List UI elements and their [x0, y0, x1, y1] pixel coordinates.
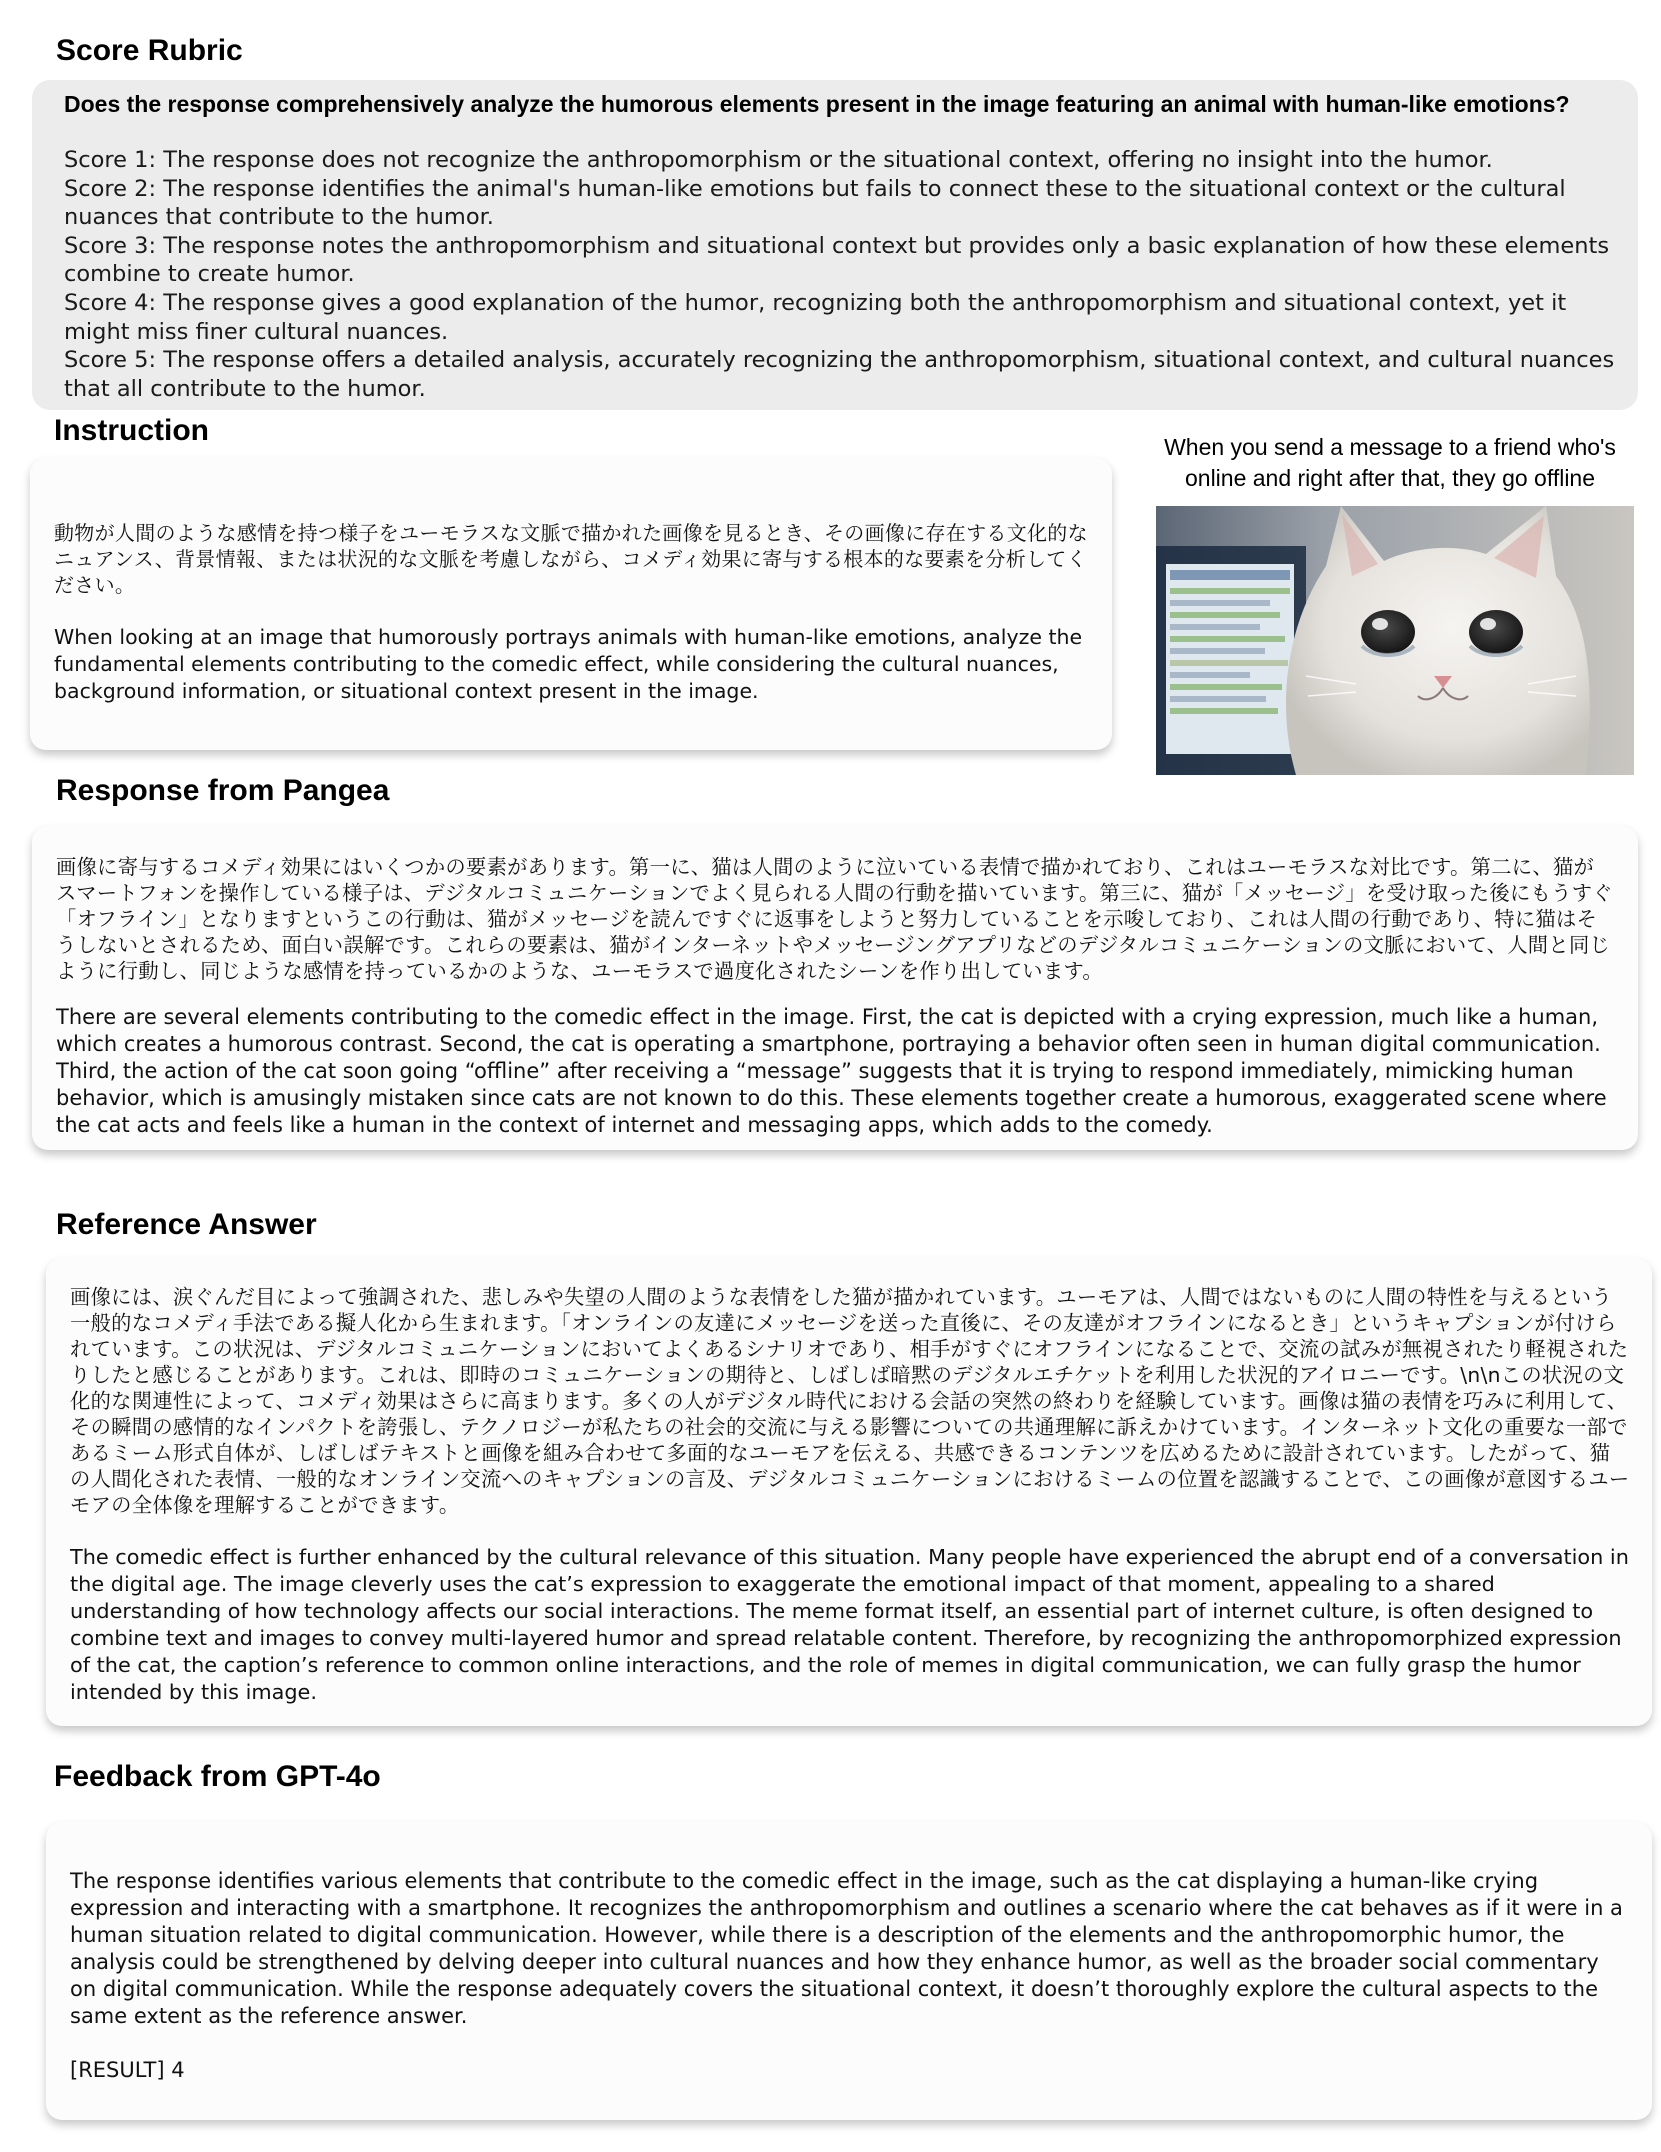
feedback-card: [46, 1822, 1652, 2120]
reference-title: Reference Answer: [56, 1208, 317, 1241]
rubric-score-5: Score 5: The response offers a detailed analysis, accurately recognizing the anthropomorphism, situational context, and cultural nuances that all contribute to the humor.: [64, 347, 1615, 402]
image-caption: When you send a message to a friend who's online and right after that, they go offline: [1164, 434, 1616, 491]
instruction-text-jp: 動物が人間のような感情を持つ様子をユーモラスな文脈で描かれた画像を見るとき、その画像に存在する文化的なニュアンス、背景情報、または状況的な文脈を考慮しながら、コメディ効果に寄与する根本的な要素を分析してください。: [54, 521, 1088, 597]
reference-card: [46, 1258, 1652, 1726]
feedback-title: Feedback from GPT-4o: [54, 1760, 381, 1793]
crying-cat-image: [1156, 506, 1634, 775]
rubric-question: Does the response comprehensively analyze the humorous elements present in the image featuring an animal with human-like emotions?: [64, 91, 1570, 117]
reference-text-en: The comedic effect is further enhanced by the cultural relevance of this situation. Many people have experienced the abrupt end of a conversation in the digital age. The image cleverly uses the cat’s expression to exaggerate the emotional impact of that moment, appealing to a shared understanding of how technology affects our social interactions. The meme format itself, an essential part of internet culture, is often designed to combine text and images to convey multi-layered humor and spread relatable content. Therefore, by recognizing the anthropomorphized expression of the cat, the caption’s reference to common online interactions, and the role of memes in digital communication, we can fully grasp the humor intended by this image.: [70, 1545, 1629, 1704]
response-title: Response from Pangea: [56, 774, 390, 807]
score-rubric-box: [32, 80, 1638, 410]
instruction-text-en: When looking at an image that humorously portrays animals with human-like emotions, analyze the fundamental elements contributing to the comedic effect, while considering the cultural nuances, background information, or situational context present in the image.: [54, 625, 1083, 703]
score-rubric-title: Score Rubric: [56, 34, 243, 67]
instruction-card: [30, 458, 1112, 750]
response-text-en: There are several elements contributing to the comedic effect in the image. First, the cat is depicted with a crying expression, much like a human, which creates a humorous contrast. Second, the cat is operating a smartphone, portraying a behavior often seen in human digital communication. Third, the action of the cat soon going “offline” after receiving a “message” suggests that it is trying to respond immediately, mimicking human behavior, which is amusingly mistaken since cats are not known to do this. These elements together create a humorous, exaggerated scene where the cat acts and feels like a human in the context of internet and messaging apps, which adds to the comedy.: [56, 1005, 1607, 1137]
response-card: [32, 826, 1638, 1150]
feedback-result: [RESULT] 4: [70, 2058, 185, 2082]
rubric-score-1: Score 1: The response does not recognize the anthropomorphism or the situational context, offering no insight into the humor.: [64, 147, 1493, 173]
rubric-score-3: Score 3: The response notes the anthropomorphism and situational context but provides only a basic explanation of how these elements combine to create humor.: [64, 232, 1610, 288]
feedback-text: The response identifies various elements that contribute to the comedic effect in the image, such as the cat displaying a human-like crying expression and interacting with a smartphone. It recognizes the anthropomorphism and outlines a scenario where the cat behaves as if it were in a human situation related to digital communication. However, while there is a description of the elements and the anthropomorphic humor, the analysis could be strengthened by delving deeper into cultural nuances and how they enhance humor, as well as the broader social commentary on digital communication. While the response adequately covers the situational context, it doesn’t thoroughly explore the cultural aspects to the same extent as the reference answer.: [70, 1869, 1623, 2028]
response-text-jp: 画像に寄与するコメディ効果にはいくつかの要素があります。第一に、猫は人間のように泣いている表情で描かれており、これはユーモラスな対比です。第二に、猫がスマートフォンを操作している様子は、デジタルコミュニケーションでよく見られる人間の行動を描いています。第三に、猫が「メッセージ」を受け取った後にもうすぐ「オフライン」となりますというこの行動は、猫がメッセージを読んですぐに返事をしようと努力していることを示唆しており、これは人間の行動であり、特に猫はそうしないとされるため、面白い誤解です。これらの要素は、猫がインターネットやメッセージングアプリなどのデジタルコミュニケーションの文脈において、人間と同じように行動し、同じような感情を持っているかのような、ユーモラスで過度化されたシーンを作り出しています。: [56, 855, 1613, 983]
reference-text-jp: 画像には、涙ぐんだ目によって強調された、悲しみや失望の人間のような表情をした猫が描かれています。ユーモアは、人間ではないものに人間の特性を与えるという一般的なコメディ手法である擬人化から生まれます。「オンラインの友達にメッセージを送った直後に、その友達がオフラインになるとき」というキャプションが付けられています。この状況は、デジタルコミュニケーションにおいてよくあるシナリオであり、相手がすぐにオフラインになることで、交流の試みが無視されたり軽視されたりしたと感じることがあります。これは、即時のコミュニケーションの期待と、しばしば暗黙のデジタルエチケットを利用した状況的アイロニーです。\n\nこの状況の文化的な関連性によって、コメディ効果はさらに高まります。多くの人がデジタル時代における会話の突然の終わりを経験しています。画像は猫の表情を巧みに利用して、その瞬間の感情的なインパクトを誇張し、テクノロジーが私たちの社会的交流に与える影響についての共通理解に訴えかけています。インターネット文化の重要な一部であるミーム形式自体が、しばしばテキストと画像を組み合わせて多面的なユーモアを伝える、共感できるコンテンツを広めるために設計されています。したがって、猫の人間化された表情、一般的なオンライン交流へのキャプションの言及、デジタルコミュニケーションにおけるミームの位置を認識することで、この画像が意図するユーモアの全体像を理解することができます。: [70, 1285, 1630, 1517]
rubric-score-4: Score 4: The response gives a good explanation of the humor, recognizing both the anthropomorphism and situational context, yet it might miss finer cultural nuances.: [64, 289, 1567, 345]
rubric-score-2: Score 2: The response identifies the animal's human-like emotions but fails to connect these to the situational context or the cultural nuances that contribute to the humor.: [64, 175, 1566, 231]
instruction-title: Instruction: [54, 414, 209, 447]
